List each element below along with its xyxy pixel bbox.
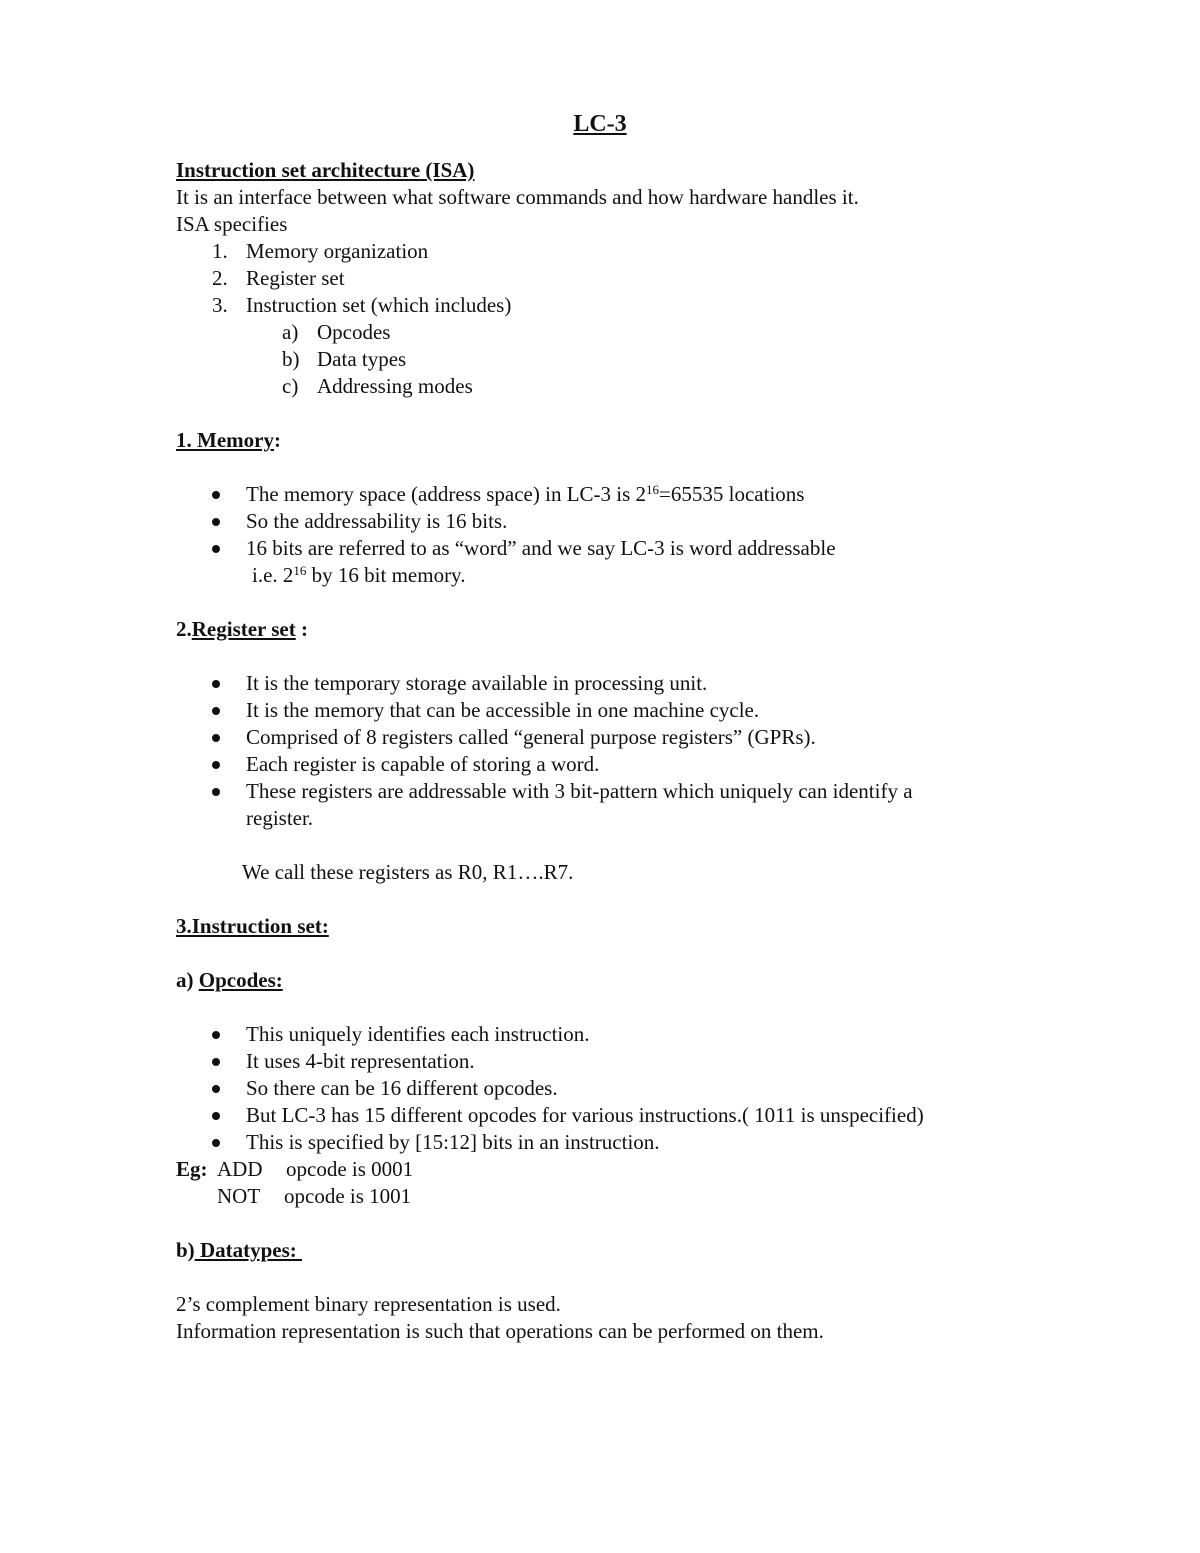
page-title: LC-3	[573, 111, 627, 137]
example-row	[176, 1183, 1036, 1210]
bullet-icon	[212, 788, 220, 796]
isa-definition: It is an interface between what software commands and how hardware handles it.	[176, 185, 859, 209]
item-text: Opcodes	[317, 320, 391, 344]
document-page	[176, 108, 1036, 1345]
bullet-item	[176, 1129, 1036, 1156]
memory-heading-text: Memory	[197, 428, 274, 452]
opcodes-heading-prefix: a)	[176, 968, 199, 992]
memory-heading-number: 1.	[176, 428, 197, 452]
bullet-icon	[212, 1058, 220, 1066]
bullet-text: So the addressability is 16 bits.	[246, 509, 508, 533]
text-part: by 16 bit memory.	[306, 563, 466, 587]
bullet-text: These registers are addressable with 3 bit-pattern which uniquely can identify a	[246, 779, 913, 803]
datatypes-heading-text: Datatypes:	[194, 1238, 303, 1262]
item-number: 1.	[212, 239, 228, 263]
example-instruction: ADD	[217, 1157, 263, 1181]
register-heading-number: 2.	[176, 617, 192, 641]
example-row	[176, 1156, 1036, 1183]
bullet-item	[176, 697, 1036, 724]
item-text: Memory organization	[246, 239, 429, 263]
numbered-item	[176, 292, 1036, 319]
opcodes-heading	[176, 967, 1036, 994]
item-number: 3.	[212, 293, 228, 317]
bullet-item	[176, 1102, 1036, 1129]
register-heading-text: Register set	[191, 617, 296, 641]
register-heading-colon: :	[295, 617, 308, 641]
item-text: Data types	[317, 347, 407, 371]
text-part: =65535 locations	[659, 482, 805, 506]
bullet-item	[176, 1075, 1036, 1102]
instruction-set-heading: 3.Instruction set:	[176, 914, 329, 938]
register-heading	[176, 616, 1036, 643]
bullet-icon	[212, 518, 220, 526]
bullet-text: 16 bits are referred to as “word” and we say LC-3 is word addressable	[246, 536, 836, 560]
item-letter: a)	[282, 320, 299, 344]
bullet-text: This uniquely identifies each instruction.	[246, 1022, 590, 1046]
bullet-text: Each register is capable of storing a word.	[246, 752, 600, 776]
bullet-continuation: register.	[246, 806, 314, 830]
item-text: Addressing modes	[317, 374, 473, 398]
bullet-icon	[212, 680, 220, 688]
numbered-item	[176, 238, 1036, 265]
item-text: Instruction set (which includes)	[246, 293, 512, 317]
lettered-item	[176, 319, 1036, 346]
superscript: 16	[293, 563, 307, 578]
item-text: Register set	[246, 266, 345, 290]
bullet-item	[176, 508, 1036, 535]
bullet-icon	[212, 1031, 220, 1039]
text-part: The memory space (address space) in LC-3 is 2	[246, 482, 647, 506]
item-number: 2.	[212, 266, 228, 290]
register-names-line: We call these registers as R0, R1….R7.	[242, 860, 574, 884]
memory-heading-colon: :	[273, 428, 281, 452]
bullet-text: It uses 4-bit representation.	[246, 1049, 475, 1073]
bullet-icon	[212, 1112, 220, 1120]
example-opcode: opcode is 1001	[284, 1184, 412, 1208]
bullet-item	[176, 1048, 1036, 1075]
bullet-icon	[212, 491, 220, 499]
example-opcode: opcode is 0001	[286, 1157, 414, 1181]
bullet-item	[176, 778, 1036, 805]
bullet-icon	[212, 707, 220, 715]
bullet-item	[176, 670, 1036, 697]
isa-specifies: ISA specifies	[176, 212, 288, 236]
bullet-text	[246, 481, 804, 508]
bullet-icon	[212, 545, 220, 553]
bullet-text: But LC-3 has 15 different opcodes for various instructions.( 1011 is unspecified)	[246, 1103, 924, 1127]
bullet-icon	[212, 1139, 220, 1147]
bullet-icon	[212, 734, 220, 742]
numbered-item	[176, 265, 1036, 292]
bullet-item	[176, 724, 1036, 751]
lettered-item	[176, 346, 1036, 373]
opcodes-heading-text: Opcodes:	[198, 968, 283, 992]
datatypes-line: Information representation is such that operations can be performed on them.	[176, 1319, 824, 1343]
bullet-icon	[212, 761, 220, 769]
item-letter: c)	[282, 374, 299, 398]
bullet-text: Comprised of 8 registers called “general purpose registers” (GPRs).	[246, 725, 816, 749]
bullet-text: So there can be 16 different opcodes.	[246, 1076, 558, 1100]
datatypes-heading	[176, 1237, 1036, 1264]
bullet-item	[176, 481, 1036, 508]
bullet-text: It is the memory that can be accessible in one machine cycle.	[246, 698, 760, 722]
bullet-text: It is the temporary storage available in processing unit.	[246, 671, 708, 695]
bullet-item	[176, 751, 1036, 778]
bullet-text: This is specified by [15:12] bits in an instruction.	[246, 1130, 660, 1154]
memory-heading	[176, 427, 1036, 454]
bullet-continuation	[176, 562, 1036, 589]
bullet-icon	[212, 1085, 220, 1093]
datatypes-heading-prefix: b)	[176, 1238, 195, 1262]
lettered-item	[176, 373, 1036, 400]
bullet-item	[176, 1021, 1036, 1048]
example-label: Eg:	[176, 1157, 208, 1181]
item-letter: b)	[282, 347, 300, 371]
isa-heading: Instruction set architecture (ISA)	[176, 158, 475, 182]
example-instruction: NOT	[217, 1184, 261, 1208]
datatypes-line: 2’s complement binary representation is used.	[176, 1292, 561, 1316]
text-part: i.e. 2	[252, 563, 294, 587]
superscript: 16	[646, 482, 660, 497]
bullet-item	[176, 535, 1036, 562]
